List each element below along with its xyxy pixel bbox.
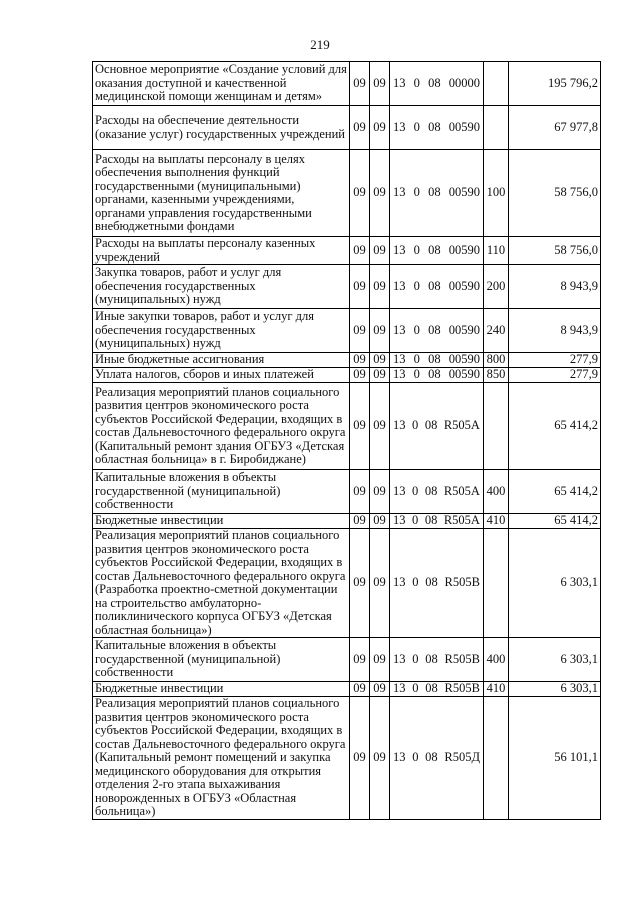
- row-amount: 65 414,2: [509, 383, 601, 470]
- row-code-b: 09: [370, 697, 390, 820]
- target-code-part: 13: [393, 352, 406, 367]
- target-code-parts: [390, 244, 483, 258]
- target-code-part: 00000: [448, 75, 480, 90]
- target-code-part: 08: [424, 513, 438, 528]
- target-code-part: R505A: [443, 418, 480, 433]
- row-code-a: 09: [350, 383, 370, 470]
- row-code-b: 09: [370, 638, 390, 682]
- target-code-part: 13: [393, 750, 406, 764]
- row-code-b: 09: [370, 383, 390, 470]
- row-target-code: [390, 62, 484, 106]
- target-code-part: 00590: [448, 185, 480, 200]
- table-row: [93, 638, 601, 682]
- row-code-b: 09: [370, 470, 390, 514]
- table-row: [93, 368, 601, 383]
- target-code-part: 08: [428, 75, 441, 90]
- row-name: Бюджетные инвестиции: [93, 514, 350, 529]
- target-code-parts: [390, 653, 483, 667]
- target-code-parts: [390, 368, 483, 382]
- row-amount: 8 943,9: [509, 309, 601, 353]
- row-code-b: 09: [370, 529, 390, 638]
- row-target-code: [390, 470, 484, 514]
- target-code-parts: [390, 682, 483, 696]
- target-code-part: 08: [425, 750, 438, 764]
- table-row: [93, 529, 601, 638]
- target-code-part: 0: [412, 651, 419, 666]
- table-row: [93, 470, 601, 514]
- target-code-part: 08: [425, 575, 438, 590]
- row-target-code: [390, 697, 484, 820]
- row-amount: 6 303,1: [509, 682, 601, 697]
- target-code-part: 0: [412, 418, 419, 433]
- target-code-part: 08: [425, 681, 438, 696]
- row-name: Основное мероприятие «Создание условий для оказания доступной и качественной медицинской помощи женщинам и детям»: [93, 62, 350, 106]
- row-code-a: 09: [350, 368, 370, 383]
- target-code-parts: [390, 77, 483, 91]
- row-name: Капитальные вложения в объекты государственной (муниципальной) собственности: [93, 470, 350, 514]
- table-row: [93, 383, 601, 470]
- row-name: Реализация мероприятий планов социального развития центров экономического роста субъектов Российской Федерации, входящих в состав Дальневосточного федерального округа (Капитальный ремонт помещений и закупка медицинского оборудования для открытия отделения 2-го этапа выхаживания новорожденных в ОГБУЗ «Областная больница»): [93, 697, 350, 820]
- target-code-part: 08: [428, 278, 441, 293]
- target-code-part: 13: [393, 651, 406, 666]
- table-row: [93, 265, 601, 309]
- row-name: Реализация мероприятий планов социального развития центров экономического роста субъектов Российской Федерации, входящих в состав Дальневосточного федерального округа (Капитальный ремонт здания ОГБУЗ «Детская областная больница» в г. Биробиджане): [93, 383, 350, 470]
- row-name: Иные бюджетные ассигнования: [93, 353, 350, 368]
- row-code-a: 09: [350, 697, 370, 820]
- target-code-part: 13: [393, 418, 406, 433]
- target-code-parts: [390, 186, 483, 200]
- target-code-part: 13: [393, 322, 406, 337]
- target-code-part: 00590: [448, 352, 480, 367]
- target-code-part: 08: [428, 367, 441, 382]
- row-name: Реализация мероприятий планов социального развития центров экономического роста субъектов Российской Федерации, входящих в состав Дальневосточного федерального округа (Разработка проектно-сметной документации на строительство амбулаторно-поликлинического корпуса ОГБУЗ «Детская областная больница»): [93, 529, 350, 638]
- target-code-part: 08: [424, 483, 438, 498]
- row-expense-type: [484, 106, 509, 150]
- budget-table: [92, 61, 601, 820]
- row-amount: 277,9: [509, 368, 601, 383]
- target-code-parts: [390, 576, 483, 590]
- row-target-code: [390, 265, 484, 309]
- table-row: [93, 309, 601, 353]
- target-code-part: 08: [428, 322, 441, 337]
- target-code-part: 13: [393, 513, 406, 528]
- row-name: Иные закупки товаров, работ и услуг для обеспечения государственных (муниципальных) нужд: [93, 309, 350, 353]
- target-code-part: 08: [428, 352, 441, 367]
- row-amount: 58 756,0: [509, 150, 601, 237]
- row-amount: 56 101,1: [509, 697, 601, 820]
- row-code-a: 09: [350, 638, 370, 682]
- row-amount: 277,9: [509, 353, 601, 368]
- target-code-part: R505A: [443, 513, 480, 528]
- row-target-code: [390, 514, 484, 529]
- row-amount: 195 796,2: [509, 62, 601, 106]
- row-expense-type: 240: [484, 309, 509, 353]
- target-code-part: 13: [393, 483, 406, 498]
- row-target-code: [390, 353, 484, 368]
- target-code-part: 0: [413, 278, 420, 293]
- row-expense-type: 200: [484, 265, 509, 309]
- row-name: Расходы на выплаты персоналу казенных учреждений: [93, 237, 350, 265]
- target-code-part: 00590: [448, 278, 480, 293]
- target-code-part: 13: [393, 75, 406, 90]
- row-code-a: 09: [350, 682, 370, 697]
- row-expense-type: 110: [484, 237, 509, 265]
- table-row: [93, 697, 601, 820]
- target-code-part: 0: [413, 242, 420, 257]
- target-code-part: 08: [428, 119, 441, 134]
- row-name: Уплата налогов, сборов и иных платежей: [93, 368, 350, 383]
- row-code-b: 09: [370, 682, 390, 697]
- table-row: [93, 682, 601, 697]
- row-target-code: [390, 368, 484, 383]
- table-row: [93, 62, 601, 106]
- row-code-b: 09: [370, 106, 390, 150]
- target-code-part: 08: [428, 242, 441, 257]
- row-code-b: 09: [370, 309, 390, 353]
- table-row: [93, 237, 601, 265]
- target-code-part: 00590: [448, 242, 480, 257]
- row-code-a: 09: [350, 514, 370, 529]
- row-target-code: [390, 237, 484, 265]
- target-code-parts: [390, 280, 483, 294]
- target-code-part: 13: [393, 367, 406, 382]
- row-code-a: 09: [350, 353, 370, 368]
- target-code-part: 13: [393, 185, 406, 200]
- target-code-part: 0: [412, 483, 419, 498]
- target-code-part: 13: [393, 278, 406, 293]
- row-expense-type: [484, 383, 509, 470]
- row-code-b: 09: [370, 368, 390, 383]
- table-row: [93, 514, 601, 529]
- target-code-part: 13: [393, 119, 406, 134]
- row-code-a: 09: [350, 62, 370, 106]
- target-code-part: 0: [412, 575, 419, 590]
- row-target-code: [390, 309, 484, 353]
- target-code-part: 0: [413, 352, 420, 367]
- row-amount: 8 943,9: [509, 265, 601, 309]
- target-code-part: R505B: [444, 681, 480, 696]
- target-code-parts: [390, 121, 483, 135]
- row-amount: 65 414,2: [509, 514, 601, 529]
- target-code-part: 13: [393, 242, 406, 257]
- row-amount: 6 303,1: [509, 638, 601, 682]
- target-code-part: 0: [413, 367, 420, 382]
- table-row: [93, 150, 601, 237]
- target-code-part: 13: [393, 575, 406, 590]
- row-code-a: 09: [350, 529, 370, 638]
- budget-table-body: [93, 62, 601, 820]
- row-code-a: 09: [350, 265, 370, 309]
- row-code-b: 09: [370, 265, 390, 309]
- target-code-parts: [390, 485, 483, 499]
- row-expense-type: [484, 62, 509, 106]
- row-name: Капитальные вложения в объекты государственной (муниципальной) собственности: [93, 638, 350, 682]
- row-code-b: 09: [370, 62, 390, 106]
- row-code-b: 09: [370, 514, 390, 529]
- target-code-parts: [390, 419, 483, 433]
- row-code-a: 09: [350, 150, 370, 237]
- target-code-part: R505Д: [444, 750, 480, 764]
- target-code-part: 0: [412, 513, 419, 528]
- target-code-part: 08: [425, 651, 438, 666]
- row-target-code: [390, 682, 484, 697]
- row-name: Расходы на выплаты персоналу в целях обеспечения выполнения функций государственными (муниципальными) органами, казенными учреждениями, органами управления государственными внебюджетными фондами: [93, 150, 350, 237]
- target-code-parts: [390, 514, 483, 528]
- row-code-a: 09: [350, 237, 370, 265]
- row-amount: 58 756,0: [509, 237, 601, 265]
- row-expense-type: 400: [484, 470, 509, 514]
- row-amount: 67 977,8: [509, 106, 601, 150]
- row-expense-type: 410: [484, 514, 509, 529]
- row-amount: 65 414,2: [509, 470, 601, 514]
- target-code-part: 08: [428, 185, 441, 200]
- row-expense-type: 850: [484, 368, 509, 383]
- target-code-part: 08: [424, 418, 438, 433]
- target-code-part: 0: [413, 75, 420, 90]
- target-code-part: 00590: [448, 119, 480, 134]
- row-amount: 6 303,1: [509, 529, 601, 638]
- row-target-code: [390, 383, 484, 470]
- target-code-part: 0: [413, 119, 420, 134]
- row-expense-type: 100: [484, 150, 509, 237]
- row-code-a: 09: [350, 309, 370, 353]
- table-row: [93, 106, 601, 150]
- row-expense-type: [484, 697, 509, 820]
- target-code-part: 0: [413, 185, 420, 200]
- target-code-parts: [390, 353, 483, 367]
- row-code-a: 09: [350, 106, 370, 150]
- target-code-part: 00590: [448, 367, 480, 382]
- row-name: Закупка товаров, работ и услуг для обеспечения государственных (муниципальных) нужд: [93, 265, 350, 309]
- target-code-part: 0: [412, 681, 419, 696]
- row-target-code: [390, 106, 484, 150]
- row-name: Бюджетные инвестиции: [93, 682, 350, 697]
- row-code-b: 09: [370, 237, 390, 265]
- page-number: 219: [310, 37, 330, 52]
- target-code-part: 13: [393, 681, 406, 696]
- target-code-part: R505A: [443, 483, 480, 498]
- row-code-a: 09: [350, 470, 370, 514]
- table-row: [93, 353, 601, 368]
- row-target-code: [390, 638, 484, 682]
- row-expense-type: 800: [484, 353, 509, 368]
- row-expense-type: 400: [484, 638, 509, 682]
- target-code-part: 0: [412, 750, 419, 764]
- target-code-parts: [390, 751, 483, 765]
- target-code-parts: [390, 324, 483, 338]
- row-code-b: 09: [370, 150, 390, 237]
- row-target-code: [390, 150, 484, 237]
- row-target-code: [390, 529, 484, 638]
- row-code-b: 09: [370, 353, 390, 368]
- row-expense-type: [484, 529, 509, 638]
- target-code-part: R505B: [444, 575, 480, 590]
- row-name: Расходы на обеспечение деятельности (оказание услуг) государственных учреждений: [93, 106, 350, 150]
- target-code-part: R505B: [444, 651, 480, 666]
- target-code-part: 0: [413, 322, 420, 337]
- row-expense-type: 410: [484, 682, 509, 697]
- target-code-part: 00590: [448, 322, 480, 337]
